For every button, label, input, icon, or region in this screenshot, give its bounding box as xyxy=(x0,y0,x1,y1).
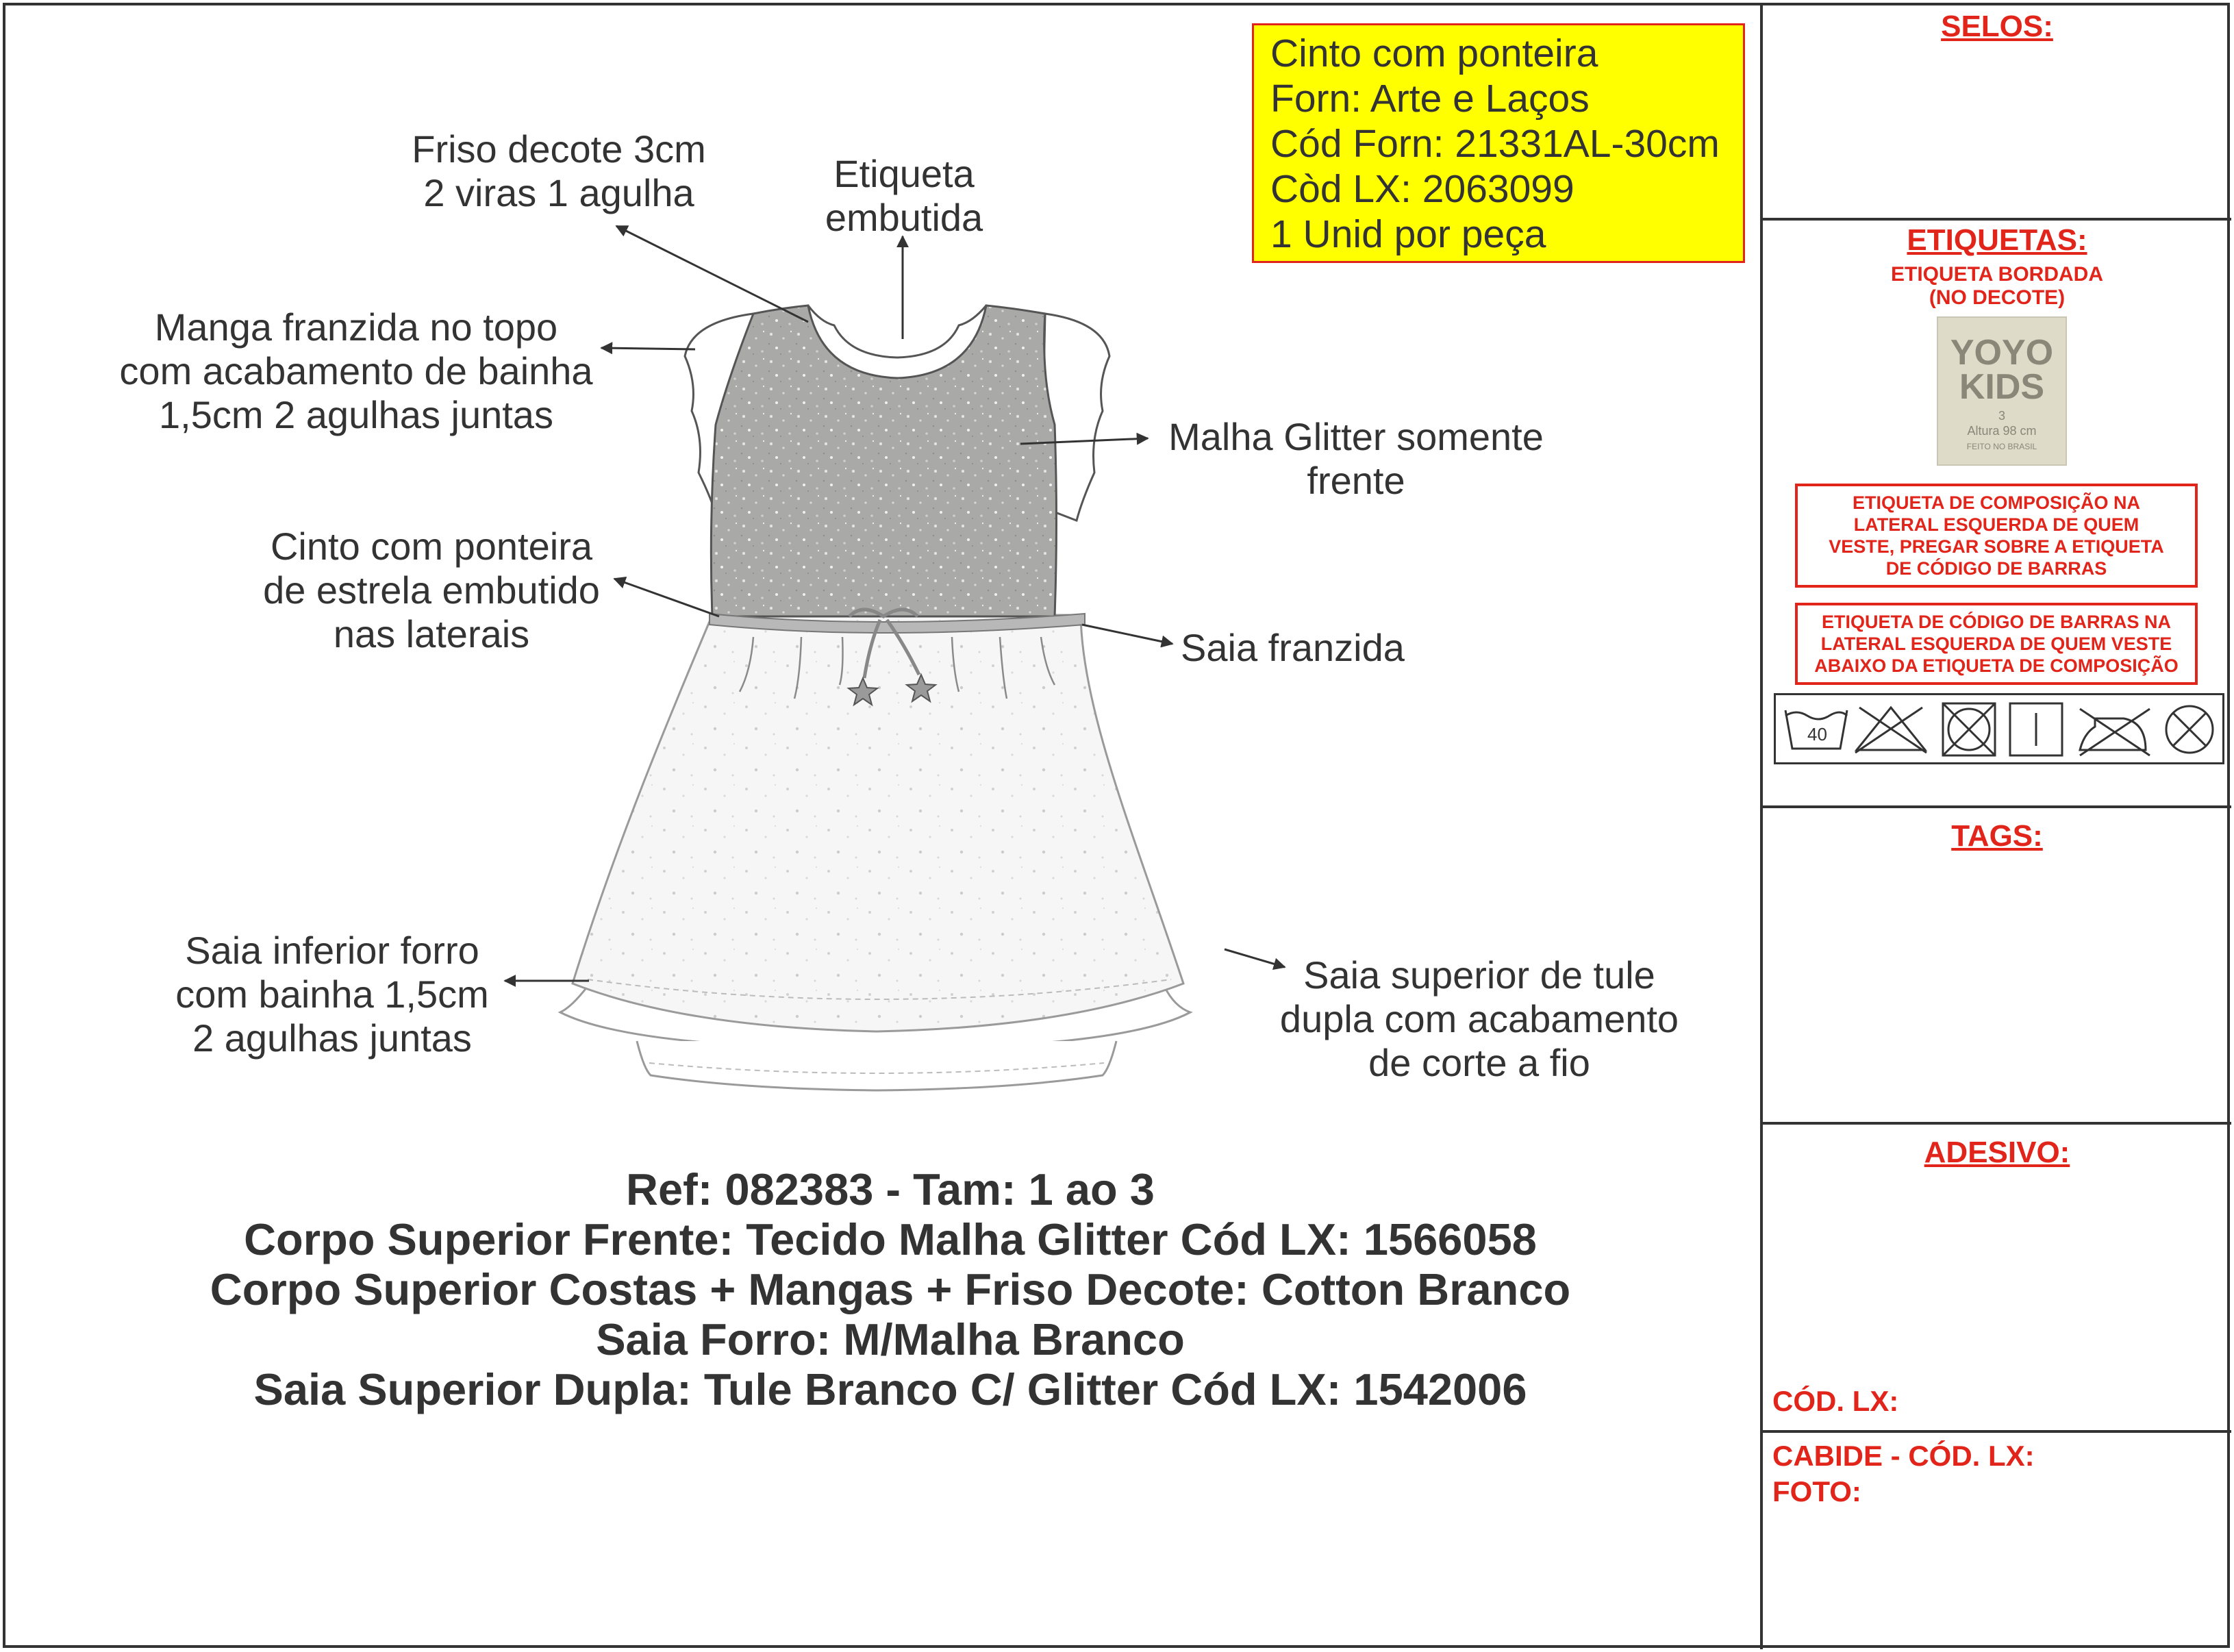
callout-line: Malha Glitter somente xyxy=(1168,415,1544,458)
supplier-line: Còd LX: 2063099 xyxy=(1270,167,1574,211)
etiquetas-heading: ETIQUETAS: xyxy=(1907,223,2087,257)
callout-line: de corte a fio xyxy=(1368,1041,1590,1084)
spec-line: Saia Forro: M/Malha Branco xyxy=(596,1314,1185,1364)
tags-heading: TAGS: xyxy=(1951,819,2043,853)
callout-line: 2 viras 1 agulha xyxy=(423,171,694,214)
callout-saia-franzida xyxy=(1181,626,1405,670)
callout-line: com acabamento de bainha xyxy=(119,349,593,392)
line-dry-icon xyxy=(2010,703,2062,755)
box-line: VESTE, PREGAR SOBRE A ETIQUETA xyxy=(1829,536,2164,557)
label-brand-line: YOYO xyxy=(1950,333,2054,373)
callout-line: Manga franzida no topo xyxy=(154,305,558,349)
panel-separator-adesivo xyxy=(1763,1430,2231,1433)
callout-line: frente xyxy=(1307,459,1405,502)
garment-specs xyxy=(68,1164,1712,1414)
note-line: ETIQUETA BORDADA xyxy=(1891,263,2103,286)
etiqueta-bordada-note xyxy=(1763,263,2231,310)
panel-separator-selos xyxy=(1763,218,2231,221)
callout-saia-inferior xyxy=(137,929,527,1060)
callout-line: Saia superior de tule xyxy=(1303,953,1655,997)
spec-line: Saia Superior Dupla: Tule Branco C/ Glitter Cód LX: 1542006 xyxy=(253,1364,1527,1414)
spec-line: Corpo Superior Frente: Tecido Malha Glitter Cód LX: 1566058 xyxy=(244,1214,1537,1264)
spec-reference: Ref: 082383 - Tam: 1 ao 3 xyxy=(626,1164,1155,1214)
composicao-label-box xyxy=(1795,484,2198,588)
do-not-bleach-icon xyxy=(1855,708,1926,753)
foto-label: FOTO: xyxy=(1772,1475,1861,1507)
woven-label-image xyxy=(1937,316,2067,466)
box-line: DE CÓDIGO DE BARRAS xyxy=(1885,558,2107,579)
box-line: LATERAL ESQUERDA DE QUEM xyxy=(1853,514,2139,535)
callout-line: de estrela embutido xyxy=(263,568,600,612)
callout-line: nas laterais xyxy=(333,612,530,655)
callout-line: Cinto com ponteira xyxy=(270,525,592,568)
box-line: ETIQUETA DE COMPOSIÇÃO NA xyxy=(1852,492,2141,513)
callout-friso-decote xyxy=(381,127,737,215)
panel-separator-etiquetas xyxy=(1763,805,2231,808)
callout-line: Saia franzida xyxy=(1181,626,1405,669)
callout-line: Etiqueta xyxy=(833,152,975,195)
cod-lx-label: CÓD. LX: xyxy=(1772,1385,1899,1417)
callout-etiqueta-embutida xyxy=(788,152,1020,240)
cabide-cod-lx-label: CABIDE - CÓD. LX: xyxy=(1772,1440,2035,1472)
box-line: LATERAL ESQUERDA DE QUEM VESTE xyxy=(1820,634,2172,654)
care-symbols-row xyxy=(1774,693,2224,764)
selos-heading: SELOS: xyxy=(1941,10,2053,43)
note-line: (NO DECOTE) xyxy=(1929,286,2066,309)
callout-line: 1,5cm 2 agulhas juntas xyxy=(159,393,553,436)
box-line: ABAIXO DA ETIQUETA DE COMPOSIÇÃO xyxy=(1814,655,2179,676)
callout-line: Saia inferior forro xyxy=(185,929,479,972)
do-not-tumble-dry-icon xyxy=(1943,703,1995,755)
callout-line: embutida xyxy=(825,196,983,239)
callout-saia-superior xyxy=(1253,953,1705,1085)
callout-line: dupla com acabamento xyxy=(1279,997,1679,1040)
do-not-dry-clean-icon xyxy=(2166,706,2213,753)
codigo-barras-label-box xyxy=(1795,603,2198,685)
label-brand-line: KIDS xyxy=(1959,367,2045,407)
callout-malha-glitter xyxy=(1151,415,1561,503)
callout-manga-franzida xyxy=(116,305,596,437)
callout-line: com bainha 1,5cm xyxy=(175,973,489,1016)
supplier-line: Forn: Arte e Laços xyxy=(1270,77,1590,121)
wash-temp-text: 40 xyxy=(1807,724,1827,744)
box-line: ETIQUETA DE CÓDIGO DE BARRAS NA xyxy=(1821,612,2172,632)
supplier-line: Cód Forn: 21331AL-30cm xyxy=(1270,122,1720,166)
do-not-iron-icon xyxy=(2080,709,2150,755)
callout-line: 2 agulhas juntas xyxy=(192,1016,472,1060)
label-size: 3 xyxy=(1998,409,2005,423)
wash-40-icon xyxy=(1785,710,1847,749)
callout-cinto-ponteira xyxy=(233,525,630,656)
spec-line: Corpo Superior Costas + Mangas + Friso Decote: Cotton Branco xyxy=(210,1264,1571,1314)
supplier-line: 1 Unid por peça xyxy=(1270,212,1546,256)
supplier-line: Cinto com ponteira xyxy=(1270,32,1598,75)
label-origin: FEITO NO BRASIL xyxy=(1966,442,2037,451)
label-height: Altura 98 cm xyxy=(1967,424,2037,438)
callout-line: Friso decote 3cm xyxy=(412,127,706,171)
panel-separator-tags xyxy=(1763,1122,2231,1125)
adesivo-heading: ADESIVO: xyxy=(1924,1136,2070,1169)
